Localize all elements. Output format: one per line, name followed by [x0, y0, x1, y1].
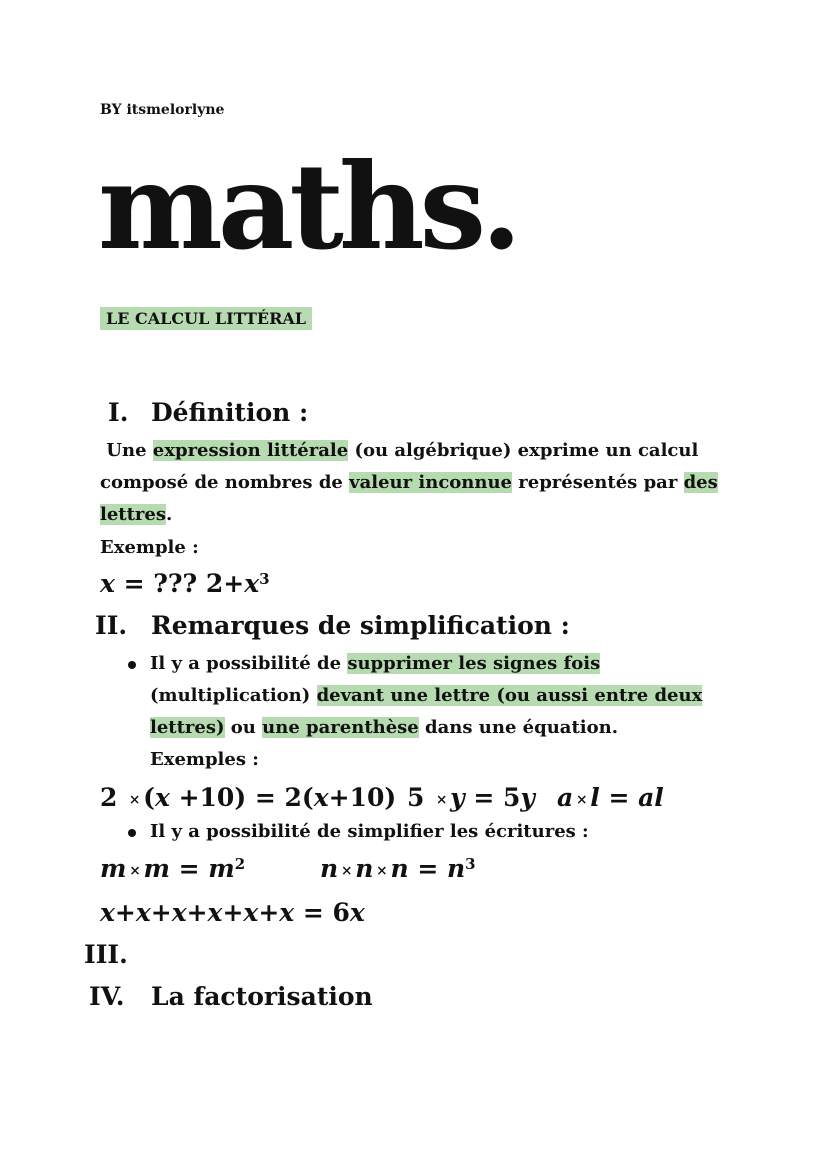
math-text: = 5: [464, 783, 521, 812]
highlight-run: expression littérale: [152, 440, 349, 461]
math-text: = ??? 2+: [114, 569, 245, 598]
math-example-3: [407, 782, 535, 816]
math-var: m: [143, 854, 170, 883]
highlight-run: supprimer les signes fois: [347, 653, 601, 674]
byline: BY itsmelorlyne: [100, 102, 225, 118]
math-text: +10): [328, 783, 397, 812]
math-var: al: [638, 783, 664, 812]
math-text: = 6: [294, 898, 350, 927]
math-var: n: [390, 854, 409, 883]
math-var: x: [244, 569, 260, 598]
math-text: 2: [100, 783, 127, 812]
text-run: ou: [224, 717, 263, 738]
math-var: n: [355, 854, 374, 883]
math-text: =: [599, 783, 639, 812]
math-example-6: [320, 853, 476, 887]
times-icon: ×: [435, 791, 448, 808]
math-var: n: [320, 854, 339, 883]
section-heading-2: [95, 610, 570, 642]
bullet-item-1: [150, 648, 740, 776]
math-var: m: [208, 854, 235, 883]
math-var: x+x+x+x+x+x: [100, 898, 295, 927]
bullet-item-2: Il y a possibilité de simplifier les écritures :: [150, 821, 589, 842]
section-heading-3: [84, 939, 128, 971]
section-title: Définition :: [151, 398, 309, 427]
times-icon: ×: [128, 791, 141, 808]
section-number: II.: [95, 611, 128, 640]
text-run: .: [166, 504, 173, 525]
math-text: (: [143, 783, 155, 812]
text-run: Il y a possibilité de: [150, 653, 348, 674]
math-text: +10) = 2(: [169, 783, 314, 812]
section-heading-1: [108, 397, 309, 429]
math-var: m: [100, 854, 127, 883]
math-var: y: [450, 783, 465, 812]
text-run: Une: [106, 440, 153, 461]
math-var: x: [313, 783, 329, 812]
text-run: (multiplication): [150, 685, 317, 706]
math-text: 5: [407, 783, 434, 812]
definition-paragraph: [100, 435, 720, 531]
section-number: I.: [108, 398, 129, 427]
math-example-4: [557, 782, 664, 816]
math-text: =: [169, 854, 209, 883]
bullet-icon: [128, 661, 136, 669]
math-example-2: [100, 782, 396, 816]
text-run: (ou algébrique) exprime un calcul composé de nombres de: [100, 440, 699, 493]
math-text: =: [408, 854, 447, 883]
times-icon: ×: [340, 862, 353, 879]
math-var: a: [557, 783, 574, 812]
section-title: La factorisation: [151, 982, 373, 1011]
text-run: représentés par: [512, 472, 684, 493]
section-number: III.: [84, 940, 128, 969]
times-icon: ×: [575, 791, 588, 808]
math-exponent: 2: [234, 854, 246, 873]
math-var: x: [154, 783, 170, 812]
section-number: IV.: [89, 982, 125, 1011]
math-exponent: 3: [259, 569, 270, 588]
math-var: y: [520, 783, 535, 812]
section-heading-4: [89, 981, 373, 1013]
math-example-5: [100, 853, 245, 887]
times-icon: ×: [129, 862, 141, 879]
math-var: l: [590, 783, 600, 812]
section-title: Remarques de simplification :: [151, 611, 570, 640]
math-example-7: [100, 897, 365, 929]
highlight-run: valeur inconnue: [349, 472, 512, 493]
math-example-1: [100, 568, 270, 600]
page-title: maths.: [98, 137, 518, 276]
bullet-icon: [128, 829, 136, 837]
math-var: n: [446, 854, 466, 883]
example-label: Exemple :: [100, 537, 199, 558]
chapter-label: LE CALCUL LITTÉRAL: [100, 307, 312, 330]
examples-label: Exemples :: [150, 749, 259, 770]
text-run: dans une équation.: [418, 717, 618, 738]
math-exponent: 3: [465, 854, 476, 873]
highlight-run: devant une lettre (ou aussi entre deux lettres): [150, 685, 703, 738]
highlight-run: une parenthèse: [262, 717, 419, 738]
highlight-run: des lettres: [100, 472, 718, 525]
times-icon: ×: [376, 862, 388, 879]
math-var: x: [100, 569, 115, 598]
math-var: x: [349, 898, 365, 927]
